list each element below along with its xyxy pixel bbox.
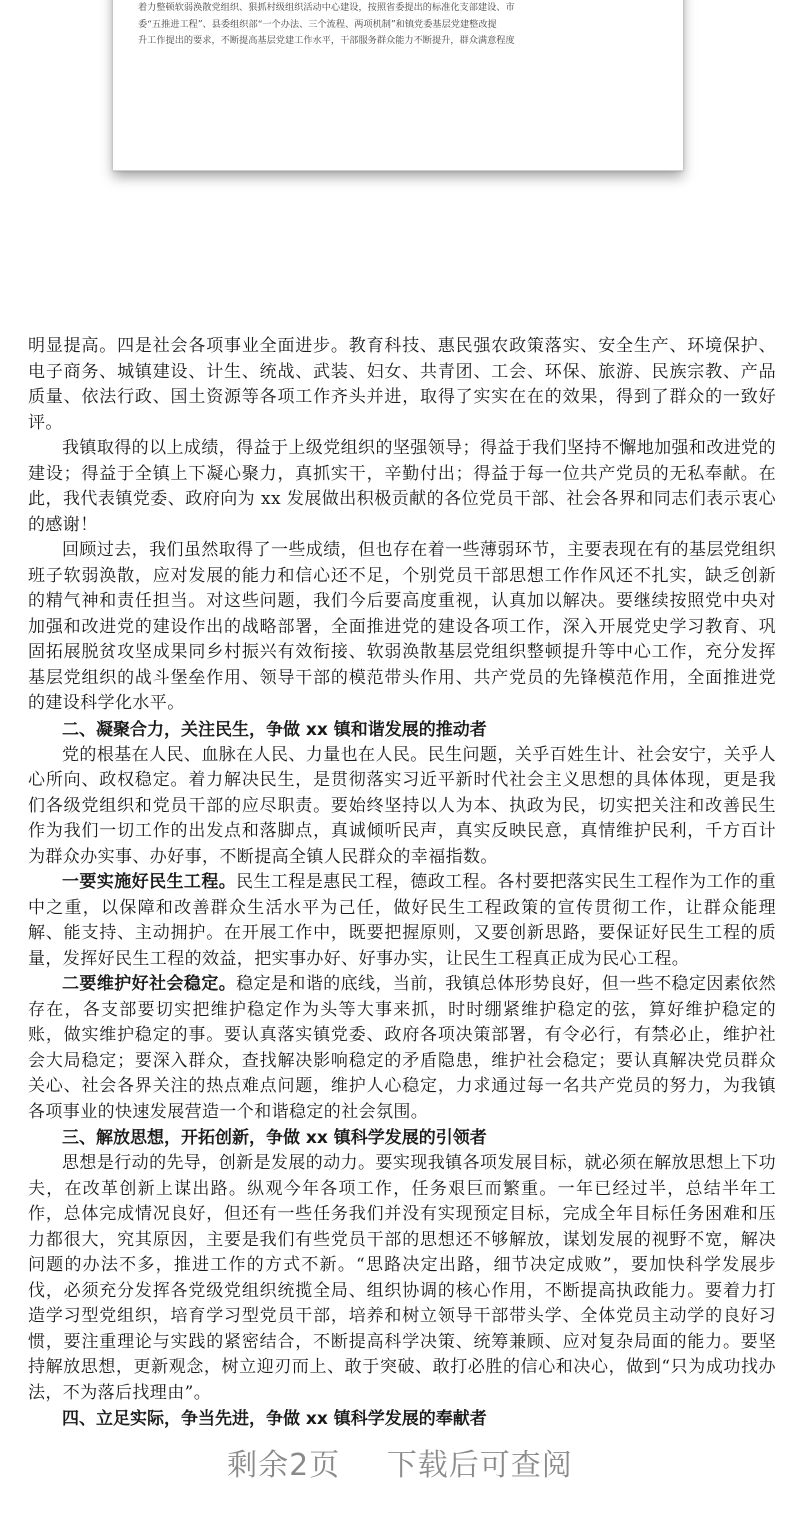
paragraph-lead: 二要维护好社会稳定。 (62, 974, 237, 994)
preview-line: 委“五推进工程”、县委组织部“一个办法、三个流程、两项机制”和镇党委基层党建整改提 (138, 18, 497, 30)
paragraph (28, 972, 776, 1125)
section-heading: 二、凝聚合力，关注民生，争做 xx 镇和谐发展的推动者 (62, 719, 487, 740)
article-body (28, 334, 776, 1432)
paragraph: 明显提高。四是社会各项事业全面进步。教育科技、惠民强农政策落实、安全生产、环境保护、电子商务、城镇建设、计生、统战、武装、妇女、共青团、工会、环保、旅游、民族宗教、产品质量、依法行政、国土资源等各项工作齐头并进，取得了实实在在的效果，得到了群众的一致好评。 (28, 336, 776, 433)
preview-line: 升工作提出的要求，不断提高基层党建工作水平，干部服务群众能力不断提升，群众满意程度 (138, 35, 515, 46)
paragraph-lead: 一要实施好民生工程。 (62, 872, 237, 892)
remaining-pages-text[interactable]: 剩余2页 (227, 1448, 341, 1483)
preview-text (138, 0, 660, 50)
section-heading: 四、立足实际，争当先进，争做 xx 镇科学发展的奉献者 (62, 1409, 487, 1429)
paragraph-body: 民生工程是惠民工程，德政工程。各村要把落实民生工程作为工作的重中之重，以保障和改善群众生活水平为己任，做好民生工程政策的宣传贯彻工作，让群众能理解、能支持、主动拥护。在开展工作中，既要把握原则，又要创新思路，要保证好民生工程的质量，发挥好民生工程的效益，把实事办好、好事办实，让民生工程真正成为民心工程。 (28, 872, 777, 969)
document-preview-card (113, 0, 683, 171)
download-prompt[interactable] (0, 1440, 800, 1484)
paragraph: 我镇取得的以上成绩，得益于上级党组织的坚强领导；得益于我们坚持不懈地加强和改进党的建设；得益于全镇上下凝心聚力，真抓实干，辛勤付出；得益于每一位共产党员的无私奉献。在此，我代表镇党委、政府向为 xx 发展做出积极贡献的各位党员干部、社会各界和同志们表示衷心的感谢！ (28, 438, 776, 535)
paragraph: 回顾过去，我们虽然取得了一些成绩，但也存在着一些薄弱环节，主要表现在有的基层党组织班子软弱涣散，应对发展的能力和信心还不足，个别党员干部思想工作作风还不扎实，缺乏创新的精气神和责任担当。对这些问题，我们今后要高度重视，认真加以解决。要继续按照党中央对加强和改进党的建设作出的战略部署，全面推进党的建设各项工作，深入开展党史学习教育、巩固拓展脱贫攻坚成果同乡村振兴有效衔接、软弱涣散基层党组织整顿提升等中心工作，充分发挥基层党组织的战斗堡垒作用、领导干部的模范带头作用、共产党员的先锋模范作用，全面推进党的建设科学化水平。 (28, 540, 776, 713)
paragraph: 思想是行动的先导，创新是发展的动力。要实现我镇各项发展目标，就必须在解放思想上下功夫，在改革创新上谋出路。纵观今年各项工作，任务艰巨而繁重。一年已经过半，总结半年工作，总体完成情况良好，但还有一些任务我们并没有实现预定目标，完成全年目标任务困难和压力都很大，究其原因，主要是我们有些党员干部的思想还不够解放，谋划发展的视野不宽，解决问题的办法不多，推进工作的方式不新。“思路决定出路，细节决定成败”，要加快科学发展步伐，必须充分发挥各党级党组织统揽全局、组织协调的核心作用，不断提高执政能力。要着力打造学习型党组织，培育学习型党员干部，培养和树立领导干部带头学、全体党员主动学的良好习惯，要注重理论与实践的紧密结合，不断提高科学决策、统筹兼顾、应对复杂局面的能力。要坚持解放思想，更新观念，树立迎刃而上、敢于突破、敢打必胜的信心和决心，做到“只为成功找办法，不为落后找理由”。 (28, 1153, 776, 1403)
paragraph-body: 稳定是和谐的底线，当前，我镇总体形势良好，但一些不稳定因素依然存在，各支部要切实把维护稳定作为头等大事来抓，时时绷紧维护稳定的弦，算好维护稳定的账，做实维护稳定的事。要认真落实镇党委、政府各项决策部署，有令必行，有禁必止，维护社会大局稳定；要深入群众，查找解决影响稳定的矛盾隐患，维护社会稳定；要认真解决党员群众关心、社会各界关注的热点难点问题，维护人心稳定，力求通过每一名共产党员的努力，为我镇各项事业的快速发展营造一个和谐稳定的社会氛围。 (28, 974, 777, 1122)
download-to-view-text[interactable]: 下载后可查阅 (386, 1448, 573, 1483)
preview-line: 着力整顿软弱涣散党组织、狠抓村级组织活动中心建设，按照省委提出的标准化支部建设、市 (138, 2, 515, 13)
paragraph: 党的根基在人民、血脉在人民、力量也在人民。民生问题，关乎百姓生计、社会安宁，关乎人心所向、政权稳定。着力解决民生，是贯彻落实习近平新时代社会主义思想的具体体现，更是我们各级党组织和党员干部的应尽职责。要始终坚持以人为本、执政为民，切实把关注和改善民生作为我们一切工作的出发点和落脚点，真诚倾听民声，真实反映民意，真情维护民利，千方百计为群众办实事、办好事，不断提高全镇人民群众的幸福指数。 (28, 744, 776, 867)
section-heading: 三、解放思想，开拓创新，争做 xx 镇科学发展的引领者 (62, 1128, 487, 1148)
paragraph (28, 870, 776, 972)
